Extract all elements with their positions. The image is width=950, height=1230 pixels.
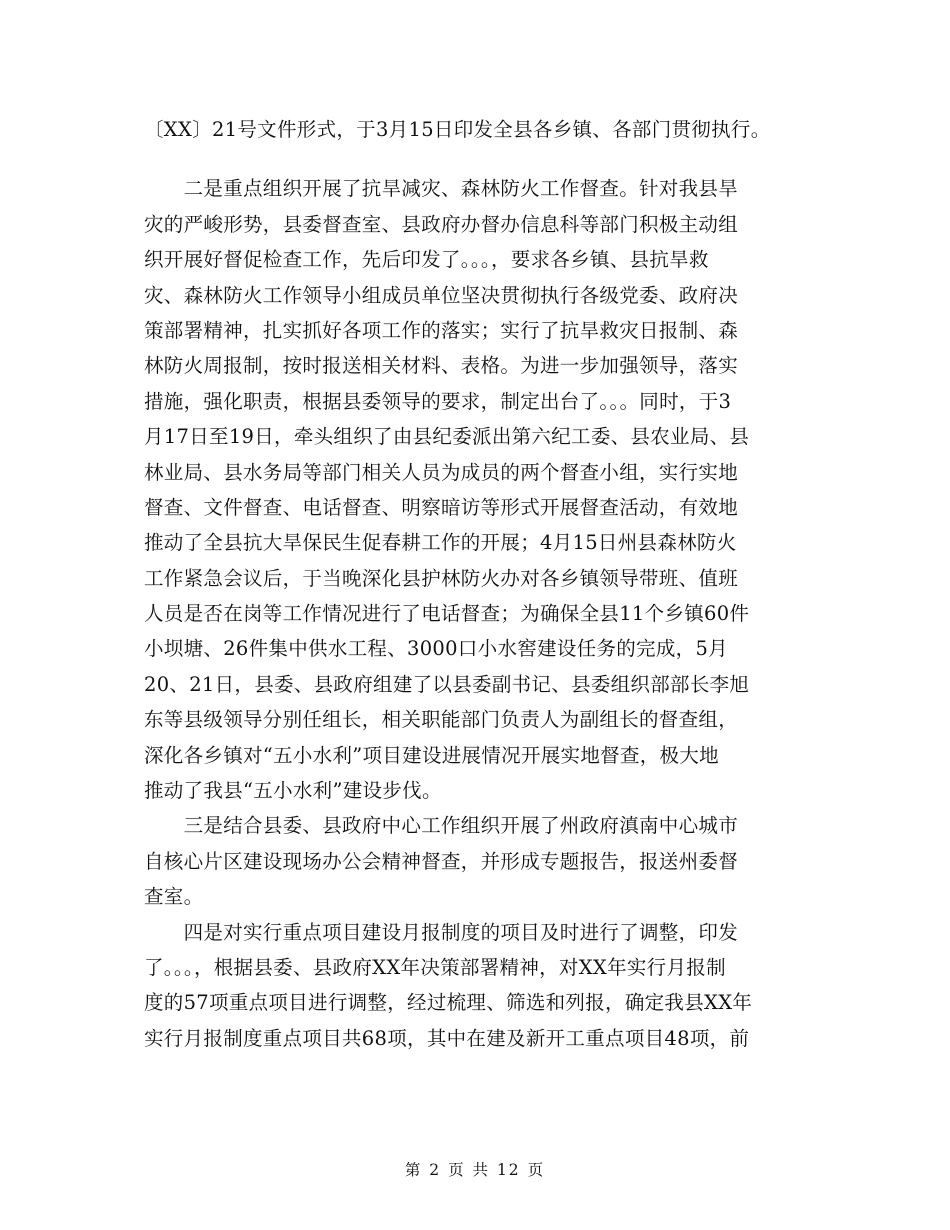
text-line: 二是重点组织开展了抗旱减灾、森林防火工作督查。针对我县旱	[144, 177, 739, 201]
text-line: 三是结合县委、县政府中心工作组织开展了州政府滇南中心城市	[144, 814, 739, 838]
text-line: 东等县级领导分别任组长，相关职能部门负责人为副组长的督查组，	[144, 708, 739, 732]
text-line: 灾的严峻形势，县委督查室、县政府办督办信息科等部门积极主动组	[144, 212, 739, 236]
text-line: 林业局、县水务局等部门相关人员为成员的两个督查小组，实行实地	[144, 460, 739, 484]
text-line: 小坝塘、26件集中供水工程、3000口小水窖建设任务的完成，5月	[144, 637, 728, 661]
text-line: 灾、森林防火工作领导小组成员单位坚决贯彻执行各级党委、政府决	[144, 283, 739, 307]
page-number-footer: 第 2 页 共 12 页	[404, 1161, 546, 1179]
text-line: 织开展好督促检查工作，先后印发了。。。，要求各乡镇、县抗旱救	[144, 248, 709, 272]
text-line: 了。。。，根据县委、县政府XX年决策部署精神，对XX年实行月报制	[144, 955, 726, 979]
text-line: 20、21日，县委、县政府组建了以县委副书记、县委组织部部长李旭	[144, 672, 750, 696]
text-line: 推动了全县抗大旱保民生促春耕工作的开展；4月15日州县森林防火	[144, 531, 737, 555]
text-line: 督查、文件督查、电话督查、明察暗访等形式开展督查活动，有效地	[144, 495, 739, 519]
text-line: 〔XX〕21号文件形式，于3月15日印发全县各乡镇、各部门贯彻执行。	[144, 118, 771, 141]
text-line: 四是对实行重点项目建设月报制度的项目及时进行了调整，印发	[144, 920, 739, 944]
text-line: 度的57项重点项目进行调整，经过梳理、筛选和列报，确定我县XX年	[144, 991, 753, 1015]
text-line: 查室。	[144, 885, 204, 909]
text-line: 深化各乡镇对“五小水利”项目建设进展情况开展实地督查，极大地	[144, 743, 719, 767]
text-line: 林防火周报制，按时报送相关材料、表格。为进一步加强领导，落实	[144, 354, 739, 378]
text-line: 月17日至19日，牵头组织了由县纪委派出第六纪工委、县农业局、县	[144, 425, 750, 449]
text-line: 自核心片区建设现场办公会精神督查，并形成专题报告，报送州委督	[144, 849, 739, 873]
body-text	[144, 112, 810, 1056]
text-line: 工作紧急会议后，于当晚深化县护林防火办对各乡镇领导带班、值班	[144, 566, 739, 590]
text-line: 实行月报制度重点项目共68项，其中在建及新开工重点项目48项，前	[144, 1026, 750, 1050]
text-line: 策部署精神，扎实抓好各项工作的落实；实行了抗旱救灾日报制、森	[144, 318, 739, 342]
text-line: 人员是否在岗等工作情况进行了电话督查；为确保全县11个乡镇60件	[144, 602, 750, 626]
paragraph-gap	[144, 147, 810, 171]
text-line: 推动了我县“五小水利”建设步伐。	[144, 779, 442, 803]
text-line: 措施，强化职责，根据县委领导的要求，制定出台了。。。同时，于3	[144, 389, 732, 413]
